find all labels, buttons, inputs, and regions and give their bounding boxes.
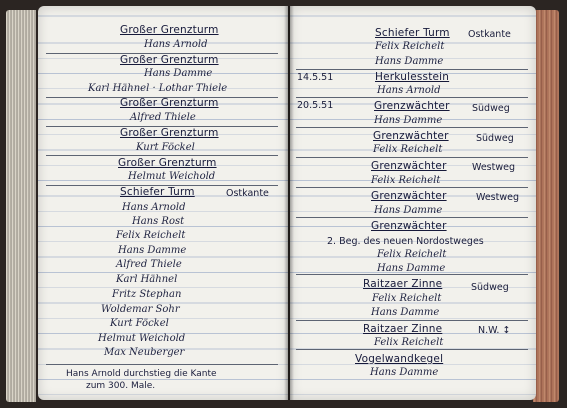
climber-name: Felix Reichelt xyxy=(373,144,443,155)
climber-name: Alfred Thiele xyxy=(130,112,196,123)
climber-name: Hans Damme xyxy=(370,367,439,378)
climber-name: Helmut Weichold xyxy=(98,333,186,344)
summit-name: Schiefer Turm xyxy=(375,27,450,39)
climber-name: Helmut Weichold xyxy=(128,171,216,182)
climber-name: Woldemar Sohr xyxy=(101,304,180,315)
entry-divider xyxy=(296,349,528,350)
climber-name: Hans Arnold xyxy=(377,85,441,96)
climber-name: Hans Damme xyxy=(144,68,213,79)
entry-divider xyxy=(296,97,528,98)
climber-name: Hans Damme xyxy=(371,307,440,318)
climber-name: Kurt Föckel xyxy=(136,142,195,153)
summit-name: Grenzwächter xyxy=(373,130,449,142)
climber-name: Hans Arnold xyxy=(122,202,186,213)
route-name: Westweg xyxy=(472,162,516,173)
summit-name: Herkulesstein xyxy=(375,71,450,83)
route-description: 2. Beg. des neuen Nordostweges xyxy=(327,236,484,247)
entry-divider xyxy=(296,127,528,128)
climber-name: Hans Rost xyxy=(132,216,185,227)
remark-line: zum 300. Male. xyxy=(86,381,156,391)
climber-name: Kurt Föckel xyxy=(110,318,169,329)
entry-divider xyxy=(296,187,528,188)
climber-name: Felix Reichelt xyxy=(371,175,441,186)
book-gutter xyxy=(284,6,294,400)
summit-name: Großer Grenzturm xyxy=(120,54,219,66)
climber-name: Felix Reichelt xyxy=(372,293,442,304)
summit-name: Grenzwächter xyxy=(371,160,447,172)
summit-name: Großer Grenzturm xyxy=(120,24,219,36)
summit-name: Grenzwächter xyxy=(371,190,447,202)
summit-name: Vogelwandkegel xyxy=(355,353,444,365)
summit-name: Großer Grenzturm xyxy=(118,157,217,169)
route-name: Südweg xyxy=(476,133,514,144)
route-name: Ostkante xyxy=(468,29,511,40)
route-name: Westweg xyxy=(476,192,520,203)
climber-name: Alfred Thiele xyxy=(116,259,182,270)
entry-divider xyxy=(296,217,528,218)
climber-name: Hans Damme xyxy=(374,115,443,126)
climber-name: Fritz Stephan xyxy=(112,289,182,300)
summit-name: Schiefer Turm xyxy=(120,186,195,198)
summit-name: Raitzaer Zinne xyxy=(363,278,443,290)
summit-name: Grenzwächter xyxy=(371,220,447,232)
climber-name: Hans Damme xyxy=(118,245,187,256)
climber-name: Felix Reichelt xyxy=(375,41,445,52)
remark-line: Hans Arnold durchstieg die Kante xyxy=(66,369,217,379)
right-page-edges xyxy=(533,10,559,402)
summit-name: Grenzwächter xyxy=(374,100,450,112)
climber-name: Hans Arnold xyxy=(144,39,208,50)
route-name: Ostkante xyxy=(226,188,269,199)
entry-divider xyxy=(296,157,528,158)
climber-name: Hans Damme xyxy=(374,205,443,216)
climber-name: Karl Hähnel · Lothar Thiele xyxy=(88,83,228,94)
entry-date: 20.5.51 xyxy=(297,100,334,111)
entry-date: 14.5.51 xyxy=(297,72,334,83)
entry-divider xyxy=(296,320,528,321)
summit-name: Großer Grenzturm xyxy=(120,97,219,109)
summit-name: Raitzaer Zinne xyxy=(363,323,443,335)
route-name: Südweg xyxy=(472,103,510,114)
entry-divider xyxy=(296,69,528,70)
summit-name: Großer Grenzturm xyxy=(120,127,219,139)
entry-divider xyxy=(296,274,528,275)
climber-name: Felix Reichelt xyxy=(377,249,447,260)
climber-name: Felix Reichelt xyxy=(374,337,444,348)
left-page-edges xyxy=(6,10,36,402)
climber-name: Hans Damme xyxy=(377,263,446,274)
route-name: Südweg xyxy=(471,282,509,293)
climber-name: Felix Reichelt xyxy=(116,230,186,241)
climber-name: Max Neuberger xyxy=(104,347,185,358)
entry-divider xyxy=(46,364,278,365)
climber-name: Hans Damme xyxy=(375,56,444,67)
climber-name: Karl Hähnel xyxy=(116,274,178,285)
entry-divider xyxy=(46,155,278,156)
route-name: N.W. ↕ xyxy=(478,325,511,336)
